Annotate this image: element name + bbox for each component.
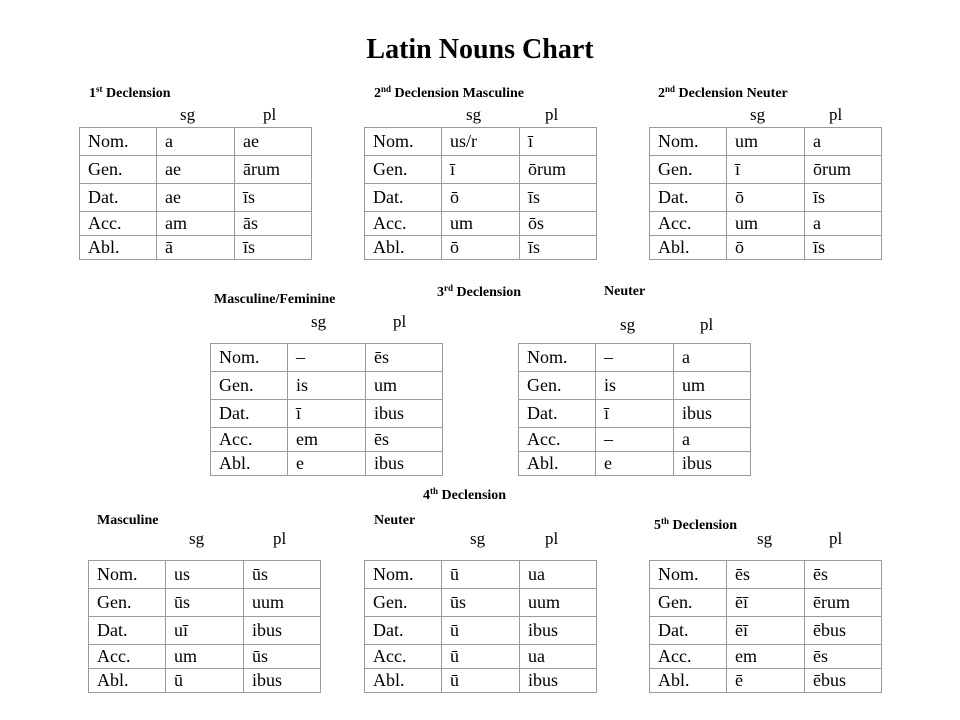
case-label: Dat. [650, 617, 727, 645]
table-row [80, 128, 312, 156]
table-row [80, 156, 312, 184]
case-label: Dat. [89, 617, 166, 645]
table-row [650, 236, 882, 260]
third-masc-fem-label: Masculine/Feminine [214, 292, 336, 307]
singular-ending: am [157, 212, 235, 236]
singular-ending: ēs [727, 561, 805, 589]
table-row [650, 617, 882, 645]
plural-ending: ibus [244, 669, 321, 693]
singular-ending: ī [442, 156, 520, 184]
table-row [89, 561, 321, 589]
plural-ending: īs [520, 236, 597, 260]
second-declension-masculine-label: 2nd Declension Masculine [374, 84, 525, 101]
case-label: Dat. [80, 184, 157, 212]
singular-ending: um [727, 212, 805, 236]
plural-ending: uum [520, 589, 597, 617]
case-label: Abl. [211, 452, 288, 476]
second-declension-masculine-table [364, 127, 597, 260]
sg-header: sg [466, 105, 482, 124]
table-row [211, 372, 443, 400]
plural-ending: ibus [244, 617, 321, 645]
singular-ending: ū [166, 669, 244, 693]
singular-ending: ī [596, 400, 674, 428]
plural-ending: ōs [520, 212, 597, 236]
case-label: Abl. [80, 236, 157, 260]
case-label: Abl. [89, 669, 166, 693]
table-row [89, 669, 321, 693]
plural-ending: ibus [366, 400, 443, 428]
plural-ending: ārum [235, 156, 312, 184]
singular-ending: ū [442, 561, 520, 589]
table-row [365, 128, 597, 156]
third-neuter-table [518, 343, 751, 476]
case-label: Acc. [650, 212, 727, 236]
case-label: Dat. [365, 617, 442, 645]
second-declension-neuter-table [649, 127, 882, 260]
case-label: Gen. [211, 372, 288, 400]
table-row [650, 156, 882, 184]
plural-ending: īs [805, 184, 882, 212]
singular-ending: is [288, 372, 366, 400]
table-row [650, 589, 882, 617]
case-label: Gen. [519, 372, 596, 400]
case-label: Abl. [519, 452, 596, 476]
plural-ending: uum [244, 589, 321, 617]
table-row [365, 589, 597, 617]
singular-ending: e [288, 452, 366, 476]
plural-ending: ēs [366, 344, 443, 372]
plural-ending: ēs [805, 645, 882, 669]
case-label: Acc. [89, 645, 166, 669]
plural-ending: ēs [366, 428, 443, 452]
singular-ending: – [596, 428, 674, 452]
plural-ending: īs [520, 184, 597, 212]
plural-ending: ēbus [805, 669, 882, 693]
plural-ending: ūs [244, 561, 321, 589]
plural-ending: ae [235, 128, 312, 156]
plural-ending: ōrum [805, 156, 882, 184]
table-row [650, 128, 882, 156]
table-row [519, 372, 751, 400]
plural-ending: ibus [674, 452, 751, 476]
case-label: Abl. [650, 236, 727, 260]
singular-ending: – [596, 344, 674, 372]
table-row [211, 428, 443, 452]
case-label: Dat. [365, 184, 442, 212]
singular-ending: is [596, 372, 674, 400]
case-label: Abl. [365, 236, 442, 260]
pl-header: pl [273, 529, 287, 548]
singular-ending: – [288, 344, 366, 372]
singular-ending: um [166, 645, 244, 669]
singular-ending: em [727, 645, 805, 669]
pl-header: pl [700, 315, 714, 334]
singular-ending: us/r [442, 128, 520, 156]
case-label: Nom. [89, 561, 166, 589]
table-row [89, 645, 321, 669]
table-row [365, 645, 597, 669]
pl-header: pl [829, 105, 843, 124]
plural-ending: ua [520, 561, 597, 589]
singular-ending: ō [442, 236, 520, 260]
table-row [650, 669, 882, 693]
case-label: Dat. [650, 184, 727, 212]
page-title: Latin Nouns Chart [366, 34, 594, 65]
singular-ending: ae [157, 156, 235, 184]
case-label: Gen. [80, 156, 157, 184]
singular-ending: ā [157, 236, 235, 260]
table-row [519, 428, 751, 452]
plural-ending: ua [520, 645, 597, 669]
singular-ending: ū [442, 645, 520, 669]
singular-ending: um [727, 128, 805, 156]
singular-ending: ē [727, 669, 805, 693]
table-row [365, 236, 597, 260]
plural-ending: a [674, 344, 751, 372]
singular-ending: ūs [166, 589, 244, 617]
plural-ending: īs [235, 236, 312, 260]
pl-header: pl [263, 105, 277, 124]
case-label: Acc. [519, 428, 596, 452]
case-label: Nom. [80, 128, 157, 156]
sg-header: sg [180, 105, 196, 124]
case-label: Nom. [650, 128, 727, 156]
plural-ending: um [366, 372, 443, 400]
case-label: Nom. [650, 561, 727, 589]
case-label: Gen. [365, 589, 442, 617]
plural-ending: ūs [244, 645, 321, 669]
pl-header: pl [829, 529, 843, 548]
first-declension-table [79, 127, 312, 260]
fourth-masculine-label: Masculine [97, 513, 159, 528]
sg-header: sg [470, 529, 486, 548]
singular-ending: uī [166, 617, 244, 645]
table-row [89, 617, 321, 645]
third-neuter-label: Neuter [604, 284, 646, 299]
plural-ending: ibus [674, 400, 751, 428]
table-row [211, 344, 443, 372]
case-label: Nom. [365, 128, 442, 156]
table-row [650, 561, 882, 589]
singular-ending: ō [727, 236, 805, 260]
third-declension-label: 3rd Declension [437, 283, 522, 300]
fourth-declension-label: 4th Declension [423, 486, 507, 503]
table-row [365, 617, 597, 645]
sg-header: sg [189, 529, 205, 548]
singular-ending: ae [157, 184, 235, 212]
table-row [519, 344, 751, 372]
plural-ending: ās [235, 212, 312, 236]
case-label: Gen. [365, 156, 442, 184]
third-masc-fem-table [210, 343, 443, 476]
plural-ending: a [805, 212, 882, 236]
table-row [365, 184, 597, 212]
plural-ending: ibus [520, 617, 597, 645]
plural-ending: a [805, 128, 882, 156]
plural-ending: ibus [520, 669, 597, 693]
case-label: Nom. [211, 344, 288, 372]
table-row [365, 212, 597, 236]
table-row [89, 589, 321, 617]
singular-ending: ēī [727, 589, 805, 617]
fifth-declension-table [649, 560, 882, 693]
singular-ending: ēī [727, 617, 805, 645]
plural-ending: ēbus [805, 617, 882, 645]
case-label: Nom. [365, 561, 442, 589]
table-row [365, 561, 597, 589]
singular-ending: a [157, 128, 235, 156]
plural-ending: ibus [366, 452, 443, 476]
case-label: Abl. [365, 669, 442, 693]
table-row [211, 400, 443, 428]
singular-ending: ō [727, 184, 805, 212]
plural-ending: a [674, 428, 751, 452]
case-label: Acc. [211, 428, 288, 452]
singular-ending: us [166, 561, 244, 589]
plural-ending: um [674, 372, 751, 400]
table-row [365, 156, 597, 184]
fourth-neuter-label: Neuter [374, 513, 416, 528]
singular-ending: e [596, 452, 674, 476]
case-label: Gen. [89, 589, 166, 617]
case-label: Acc. [365, 645, 442, 669]
case-label: Acc. [80, 212, 157, 236]
singular-ending: ū [442, 669, 520, 693]
case-label: Dat. [211, 400, 288, 428]
table-row [211, 452, 443, 476]
table-row [650, 184, 882, 212]
fourth-masculine-table [88, 560, 321, 693]
pl-header: pl [393, 312, 407, 331]
sg-header: sg [311, 312, 327, 331]
case-label: Nom. [519, 344, 596, 372]
case-label: Gen. [650, 589, 727, 617]
table-row [365, 669, 597, 693]
singular-ending: um [442, 212, 520, 236]
table-row [650, 212, 882, 236]
table-row [80, 236, 312, 260]
case-label: Dat. [519, 400, 596, 428]
table-row [80, 184, 312, 212]
fifth-declension-label: 5th Declension [654, 516, 738, 533]
case-label: Acc. [650, 645, 727, 669]
plural-ending: īs [805, 236, 882, 260]
case-label: Gen. [650, 156, 727, 184]
sg-header: sg [750, 105, 766, 124]
table-row [80, 212, 312, 236]
pl-header: pl [545, 105, 559, 124]
singular-ending: em [288, 428, 366, 452]
singular-ending: ī [288, 400, 366, 428]
plural-ending: ērum [805, 589, 882, 617]
plural-ending: ēs [805, 561, 882, 589]
singular-ending: ūs [442, 589, 520, 617]
singular-ending: ō [442, 184, 520, 212]
table-row [650, 645, 882, 669]
table-row [519, 400, 751, 428]
fourth-neuter-table [364, 560, 597, 693]
plural-ending: ī [520, 128, 597, 156]
plural-ending: īs [235, 184, 312, 212]
case-label: Acc. [365, 212, 442, 236]
case-label: Abl. [650, 669, 727, 693]
sg-header: sg [620, 315, 636, 334]
table-row [519, 452, 751, 476]
sg-header: sg [757, 529, 773, 548]
first-declension-label: 1st Declension [89, 84, 171, 101]
singular-ending: ū [442, 617, 520, 645]
pl-header: pl [545, 529, 559, 548]
singular-ending: ī [727, 156, 805, 184]
plural-ending: ōrum [520, 156, 597, 184]
second-declension-neuter-label: 2nd Declension Neuter [658, 84, 788, 101]
